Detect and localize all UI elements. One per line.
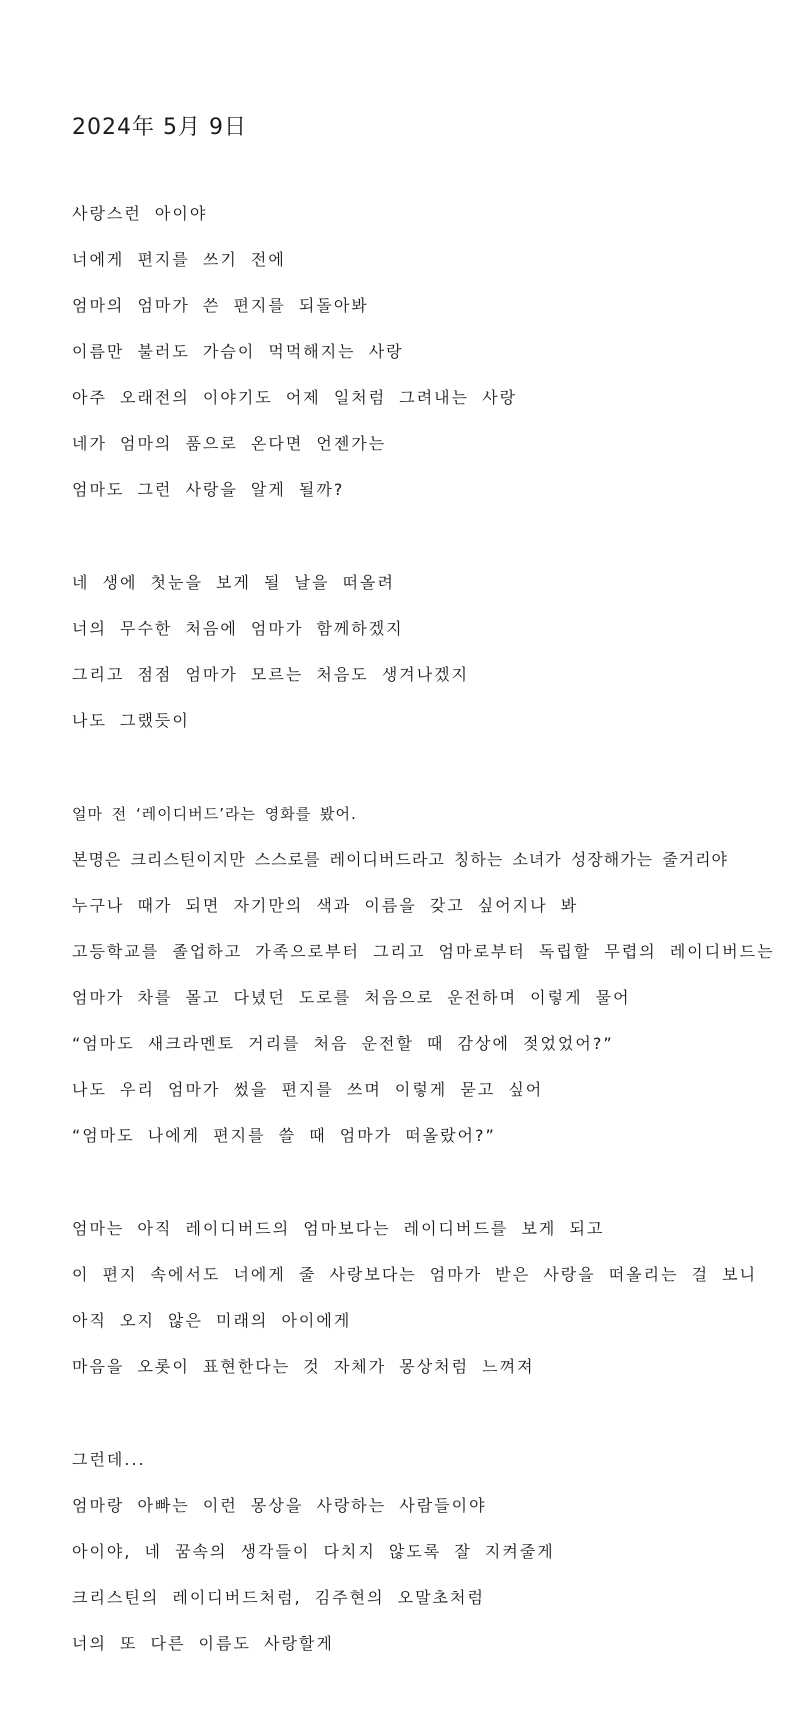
letter-line: 본명은 크리스틴이지만 스스로를 레이디버드라고 칭하는 소녀가 성장해가는 줄거리야: [72, 850, 729, 869]
letter-line: 아주 오래전의 이야기도 어제 일처럼 그려내는 사랑: [72, 388, 518, 407]
stanza-4: [72, 1206, 757, 1390]
stanza-2: [72, 560, 469, 744]
letter-line: “엄마도 새크라멘토 거리를 처음 운전할 때 감상에 젖었었어?”: [72, 1034, 614, 1053]
letter-line: 그런데...: [72, 1450, 146, 1469]
letter-line: 이름만 불러도 가슴이 먹먹해지는 사랑: [72, 342, 404, 361]
letter-line: 엄마랑 아빠는 이런 몽상을 사랑하는 사람들이야: [72, 1496, 487, 1515]
letter-line: “엄마도 나에게 편지를 쓸 때 엄마가 떠올랐어?”: [72, 1126, 496, 1145]
letter-line: 고등학교를 졸업하고 가족으로부터 그리고 엄마로부터 독립할 무렵의 레이디버드는: [72, 942, 775, 961]
letter-line: 엄마는 아직 레이디버드의 엄마보다는 레이디버드를 보게 되고: [72, 1219, 605, 1238]
letter-line: 마음을 오롯이 표현한다는 것 자체가 몽상처럼 느껴져: [72, 1357, 535, 1376]
stanza-3: [72, 791, 775, 1159]
letter-line: 너의 또 다른 이름도 사랑할게: [72, 1634, 334, 1653]
letter-line: 그리고 점점 엄마가 모르는 처음도 생겨나겠지: [72, 665, 470, 684]
letter-line: 누구나 때가 되면 자기만의 색과 이름을 갖고 싶어지나 봐: [72, 896, 579, 915]
letter-line: 아이야, 네 꿈속의 생각들이 다치지 않도록 잘 지켜줄게: [72, 1542, 555, 1561]
letter-line: 엄마가 차를 몰고 다녔던 도로를 처음으로 운전하며 이렇게 물어: [72, 988, 631, 1007]
letter-line: 얼마 전 ‘레이디버드’라는 영화를 봤어.: [72, 805, 357, 823]
letter-line: 너의 무수한 처음에 엄마가 함께하겠지: [72, 619, 404, 638]
letter-line: 나도 우리 엄마가 썼을 편지를 쓰며 이렇게 묻고 싶어: [72, 1080, 544, 1099]
letter-line: 엄마의 엄마가 쓴 편지를 되돌아봐: [72, 296, 369, 315]
letter-line: 아직 오지 않은 미래의 아이에게: [72, 1311, 352, 1330]
letter-line: 너에게 편지를 쓰기 전에: [72, 250, 286, 269]
letter-line: 네가 엄마의 품으로 온다면 언젠가는: [72, 434, 387, 453]
letter-line: 사랑스런 아이야: [72, 204, 208, 223]
letter-line: 나도 그랬듯이: [72, 711, 190, 730]
letter-line: 이 편지 속에서도 너에게 줄 사랑보다는 엄마가 받은 사랑을 떠올리는 걸 보니: [72, 1265, 758, 1284]
letter-line: 네 생에 첫눈을 보게 될 날을 떠올려: [72, 573, 395, 592]
letter-date: 2024年 5月 9日: [72, 115, 247, 140]
stanza-5: [72, 1437, 555, 1667]
letter-line: 크리스틴의 레이디버드처럼, 김주현의 오말초처럼: [72, 1588, 485, 1607]
letter-line: 엄마도 그런 사랑을 알게 될까?: [72, 480, 345, 499]
stanza-1: [72, 191, 517, 513]
